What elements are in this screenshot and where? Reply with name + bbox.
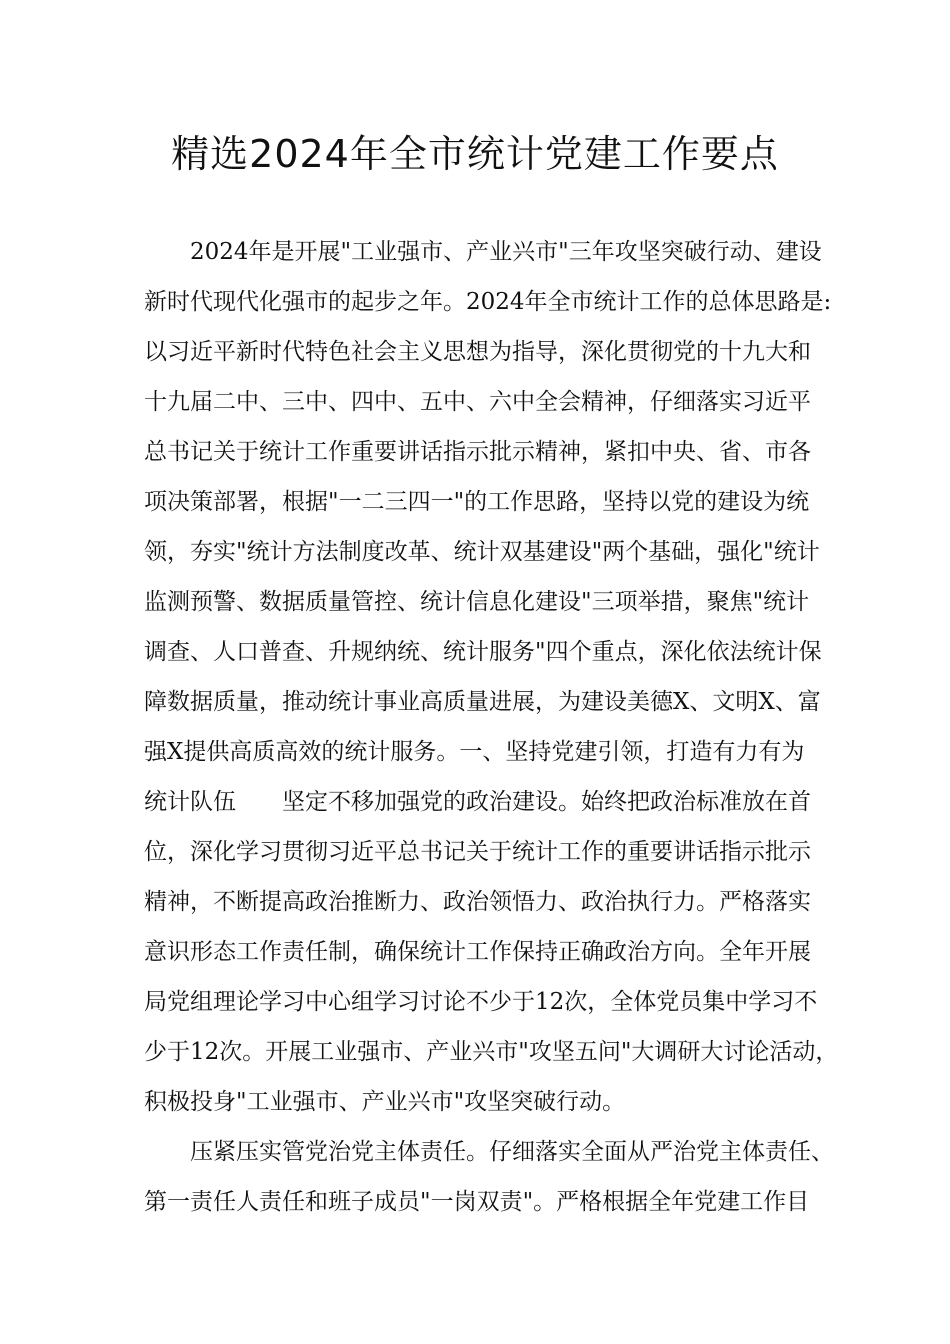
paragraph-line: 强X提供高质高效的统计服务。一、坚持党建引领，打造有力有为 xyxy=(144,739,805,765)
paragraph-line: 积极投身"工业强市、产业兴市"攻坚突破行动。 xyxy=(144,1089,626,1115)
paragraph-line: 局党组理论学习中心组学习讨论不少于12次，全体党员集中学习不 xyxy=(144,989,818,1015)
paragraph-line: 意识形态工作责任制，确保统计工作保持正确政治方向。全年开展 xyxy=(144,939,811,965)
paragraph-line: 总书记关于统计工作重要讲话指示批示精神，紧扣中央、省、市各 xyxy=(144,439,811,465)
paragraph-line: 项决策部署，根据"一二三四一"的工作思路，坚持以党的建设为统 xyxy=(144,489,810,515)
paragraph-line: 精神，不断提高政治推断力、政治领悟力、政治执行力。严格落实 xyxy=(144,889,811,915)
paragraph-line-composite xyxy=(144,786,834,818)
paragraph-line: 压紧压实管党治党主体责任。仔细落实全面从严治党主体责任、 xyxy=(190,1139,834,1165)
paragraph-line: 障数据质量，推动统计事业高质量进展，为建设美德X、文明X、富 xyxy=(144,689,821,715)
document-title: 精选2024年全市统计党建工作要点 xyxy=(171,132,779,176)
paragraph-line: 新时代现代化强市的起步之年。2024年全市统计工作的总体思路是: xyxy=(144,289,832,315)
paragraph-line: 第一责任人责任和班子成员"一岗双责"。严格根据全年党建工作目 xyxy=(144,1189,810,1215)
paragraph-line: 少于12次。开展工业强市、产业兴市"攻坚五问"大调研大讨论活动， xyxy=(144,1039,839,1065)
paragraph-line: 以习近平新时代特色社会主义思想为指导，深化贯彻党的十九大和 xyxy=(144,339,811,365)
paragraph-line: 监测预警、数据质量管控、统计信息化建设"三项举措，聚焦"统计 xyxy=(144,589,810,615)
paragraph-line: 位，深化学习贯彻习近平总书记关于统计工作的重要讲话指示批示 xyxy=(144,839,811,865)
paragraph-line: 2024年是开展"工业强市、产业兴市"三年攻坚突破行动、建设 xyxy=(190,239,822,265)
section-heading-tail: 统计队伍 xyxy=(144,789,236,815)
paragraph-line: 十九届二中、三中、四中、五中、六中全会精神，仔细落实习近平 xyxy=(144,389,811,415)
paragraph-line: 领，夯实"统计方法制度改革、统计双基建设"两个基础，强化"统计 xyxy=(144,539,820,565)
subsection-lead: 坚定不移加强党的政治建设。始终把政治标准放在首 xyxy=(282,789,811,815)
paragraph-line: 调查、人口普查、升规纳统、统计服务"四个重点，深化依法统计保 xyxy=(144,639,822,665)
